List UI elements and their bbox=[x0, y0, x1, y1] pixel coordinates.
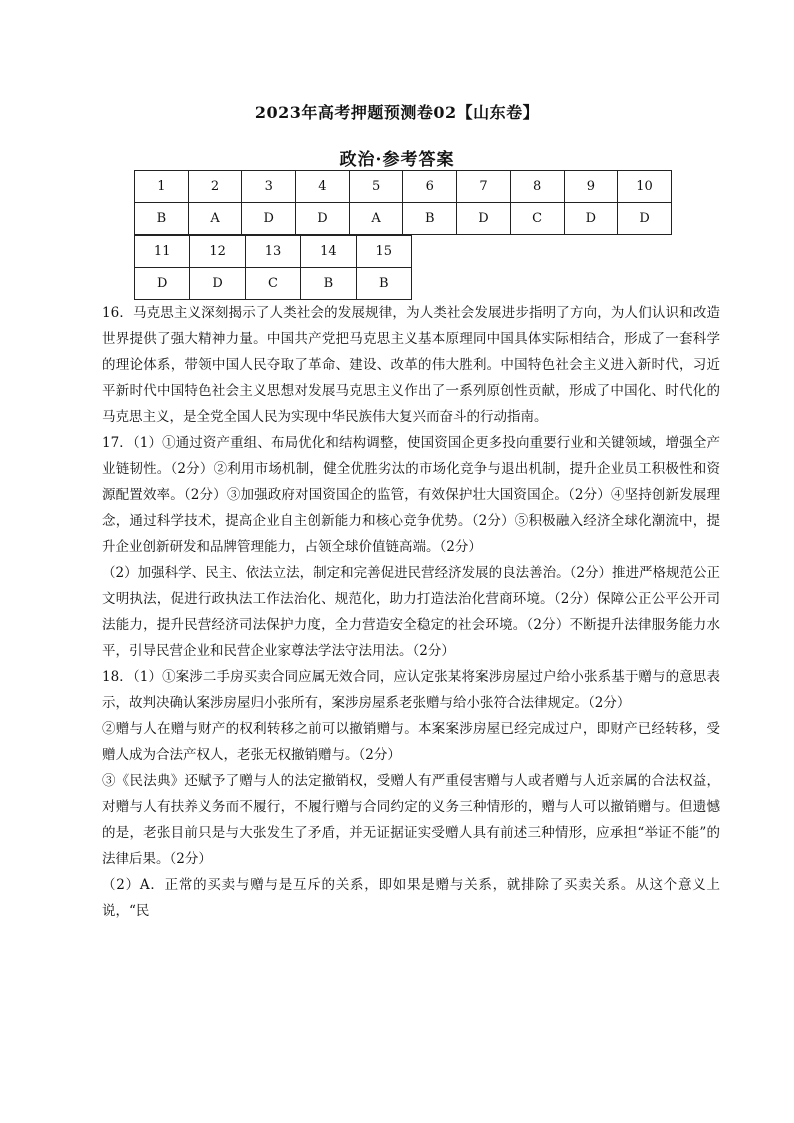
answer-paragraph-18-2: （2）A．正常的买卖与赠与是互斥的关系，即如果是赠与关系，就排除了买卖关系。从这个意义上说，“民 bbox=[102, 877, 720, 919]
answer-cell: D bbox=[296, 203, 350, 235]
question-number: 4 bbox=[296, 171, 350, 203]
table-row bbox=[135, 268, 412, 300]
question-number: 14 bbox=[301, 236, 356, 268]
answer-cell: D bbox=[457, 203, 511, 235]
answer-cell: B bbox=[301, 268, 356, 300]
question-number: 11 bbox=[135, 236, 190, 268]
question-number: 9 bbox=[564, 171, 618, 203]
answer-table-1 bbox=[134, 170, 672, 235]
answer-paragraph-18-1-c: ③《民法典》还赋予了赠与人的法定撤销权，受赠人有严重侵害赠与人或者赠与人近亲属的合法权益，对赠与人有扶养义务而不履行，不履行赠与合同约定的义务三种情形的，赠与人可以撤销赠与。但遗憾的是，老张目前只是与大张发生了矛盾，并无证据证实受赠人具有前述三种情形，应承担“举证不能”的法律后果。（2分） bbox=[102, 773, 720, 867]
answer-cell: D bbox=[242, 203, 296, 235]
answer-paragraph-16: 16．马克思主义深刻揭示了人类社会的发展规律，为人类社会发展进步指明了方向，为人们认识和改造世界提供了强大精神力量。中国共产党把马克思主义基本原理同中国具体实际相结合，形成了一套科学的理论体系，带领中国人民夺取了革命、建设、改革的伟大胜利。中国特色社会主义进入新时代，习近平新时代中国特色社会主义思想对发展马克思主义作出了一系列原创性贡献，形成了中国化、时代化的马克思主义，是全党全国人民为实现中华民族伟大复兴而奋斗的行动指南。 bbox=[102, 305, 720, 425]
question-number: 15 bbox=[356, 236, 411, 268]
answer-paragraph-18-1-b: ②赠与人在赠与财产的权利转移之前可以撤销赠与。本案案涉房屋已经完成过户，即财产已经转移，受赠人成为合法产权人，老张无权撤销赠与。（2分） bbox=[102, 721, 720, 763]
answer-body bbox=[102, 300, 720, 924]
table-row bbox=[135, 236, 412, 268]
document-subtitle: 政治·参考答案 bbox=[339, 150, 455, 170]
document-title: 2023年高考押题预测卷02【山东卷】 bbox=[254, 103, 540, 122]
question-number: 13 bbox=[245, 236, 300, 268]
answer-cell: B bbox=[135, 203, 189, 235]
question-number: 8 bbox=[510, 171, 564, 203]
answer-cell: A bbox=[188, 203, 242, 235]
question-number: 10 bbox=[618, 171, 672, 203]
answer-table-2 bbox=[134, 235, 412, 300]
question-number: 5 bbox=[349, 171, 403, 203]
answer-cell: D bbox=[190, 268, 245, 300]
answer-paragraph-18-1: 18．（1）①案涉二手房买卖合同应属无效合同，应认定张某将案涉房屋过户给小张系基于赠与的意思表示，故判决确认案涉房屋归小张所有，案涉房屋系老张赠与给小张符合法律规定。（2分） bbox=[102, 669, 720, 711]
answer-cell: B bbox=[356, 268, 411, 300]
answer-cell: A bbox=[349, 203, 403, 235]
answer-paragraph-17-1: 17．（1）①通过资产重组、布局优化和结构调整，使国资国企更多投向重要行业和关键领域，增强全产业链韧性。（2分）②利用市场机制，健全优胜劣汰的市场化竞争与退出机制，提升企业员工积极性和资源配置效率。（2分）③加强政府对国资国企的监管，有效保护壮大国资国企。（2分）④坚持创新发展理念，通过科学技术，提高企业自主创新能力和核心竞争优势。（2分）⑤积极融入经济全球化潮流中，提升企业创新研发和品牌管理能力，占领全球价值链高端。（2分） bbox=[102, 435, 720, 555]
question-number: 6 bbox=[403, 171, 457, 203]
question-number: 3 bbox=[242, 171, 296, 203]
answer-cell: D bbox=[564, 203, 618, 235]
question-number: 12 bbox=[190, 236, 245, 268]
answer-cell: D bbox=[135, 268, 190, 300]
question-number: 2 bbox=[188, 171, 242, 203]
table-row bbox=[135, 203, 672, 235]
answer-paragraph-17-2: （2）加强科学、民主、依法立法，制定和完善促进民营经济发展的良法善治。（2分）推进严格规范公正文明执法，促进行政执法工作法治化、规范化，助力打造法治化营商环境。（2分）保障公正公平公开司法能力，提升民营经济司法保护力度，全力营造安全稳定的社会环境。（2分）不断提升法律服务能力水平，引导民营企业和民营企业家尊法学法守法用法。（2分） bbox=[102, 565, 720, 659]
answer-cell: C bbox=[245, 268, 300, 300]
question-number: 1 bbox=[135, 171, 189, 203]
table-row bbox=[135, 171, 672, 203]
question-number: 7 bbox=[457, 171, 511, 203]
answer-cell: C bbox=[510, 203, 564, 235]
answer-cell: B bbox=[403, 203, 457, 235]
answer-cell: D bbox=[618, 203, 672, 235]
